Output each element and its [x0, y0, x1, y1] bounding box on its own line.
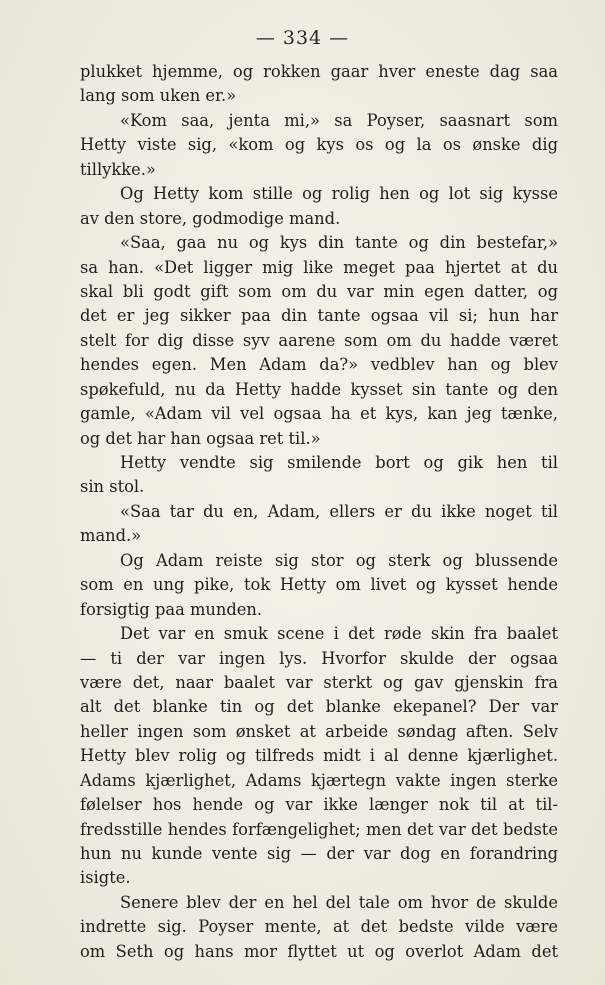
text-line: følelser hos hende og var ikke længer nok til at til- — [80, 795, 558, 815]
text-line: lang som uken er.» — [80, 86, 237, 106]
text-line: Senere blev der en hel del tale om hvor de skulde — [120, 892, 558, 912]
page-number: — 334 — — [255, 27, 350, 49]
text-line: heller ingen som ønsket at arbeide søndag aften. Selv — [80, 721, 558, 741]
text-line: Adams kjærlighet, Adams kjærtegn vakte ingen sterke — [80, 770, 558, 790]
text-line: forsigtig paa munden. — [80, 599, 263, 619]
text-line: Og Hetty kom stille og rolig hen og lot sig kysse — [120, 184, 558, 204]
text-line: plukket hjemme, og rokken gaar hver eneste dag saa — [80, 62, 558, 81]
text-line: stelt for dig disse syv aarene som om du hadde været — [80, 330, 558, 350]
body-text — [80, 60, 558, 964]
text-line: som en ung pike, tok Hetty om livet og kysset hende — [80, 575, 558, 595]
text-line: være det, naar baalet var sterkt og gav gjenskin fra — [80, 672, 558, 692]
text-line: «Saa, gaa nu og kys din tante og din bestefar,» — [120, 233, 558, 253]
text-line: hun nu kunde vente sig — der var dog en forandring — [80, 844, 558, 863]
text-line: Hetty viste sig, «kom og kys os og la os ønske dig — [80, 135, 558, 155]
text-line: tillykke.» — [80, 159, 156, 179]
text-line: fredsstille hendes forfængelighet; men det var det bedste — [80, 819, 558, 839]
text-line: indrette sig. Poyser mente, at det bedste vilde være — [80, 917, 558, 937]
text-line: spøkefuld, nu da Hetty hadde kysset sin tante og den — [80, 379, 558, 399]
text-line: hendes egen. Men Adam da?» vedblev han og blev — [80, 355, 558, 375]
text-line: sin stol. — [80, 477, 145, 497]
text-line: skal bli godt gift som om du var min egen datter, og — [80, 281, 558, 301]
text-line: «Saa tar du en, Adam, ellers er du ikke noget til — [120, 501, 558, 521]
text-line: Og Adam reiste sig stor og sterk og blussende — [120, 550, 558, 570]
text-line: av den store, godmodige mand. — [80, 208, 341, 228]
text-line: mand.» — [80, 526, 142, 546]
text-line: — ti der var ingen lys. Hvorfor skulde der ogsaa — [80, 648, 558, 668]
text-line: alt det blanke tin og det blanke ekepanel? Der var — [80, 697, 558, 717]
text-line: Det var en smuk scene i det røde skin fra baalet — [120, 624, 558, 644]
text-line: sa han. «Det ligger mig like meget paa hjertet at du — [80, 257, 558, 277]
text-line: og det har han ogsaa ret til.» — [80, 428, 321, 448]
text-line: om Seth og hans mor flyttet ut og overlot Adam det — [80, 941, 558, 961]
text-line: det er jeg sikker paa din tante ogsaa vil si; hun har — [80, 306, 558, 326]
text-line: Hetty blev rolig og tilfreds midt i al denne kjærlighet. — [80, 746, 558, 766]
text-line: «Kom saa, jenta mi,» sa Poyser, saasnart som — [120, 110, 558, 130]
text-line: gamle, «Adam vil vel ogsaa ha et kys, kan jeg tænke, — [80, 404, 558, 424]
text-line: isigte. — [80, 868, 131, 888]
text-line: Hetty vendte sig smilende bort og gik hen til — [120, 453, 558, 472]
